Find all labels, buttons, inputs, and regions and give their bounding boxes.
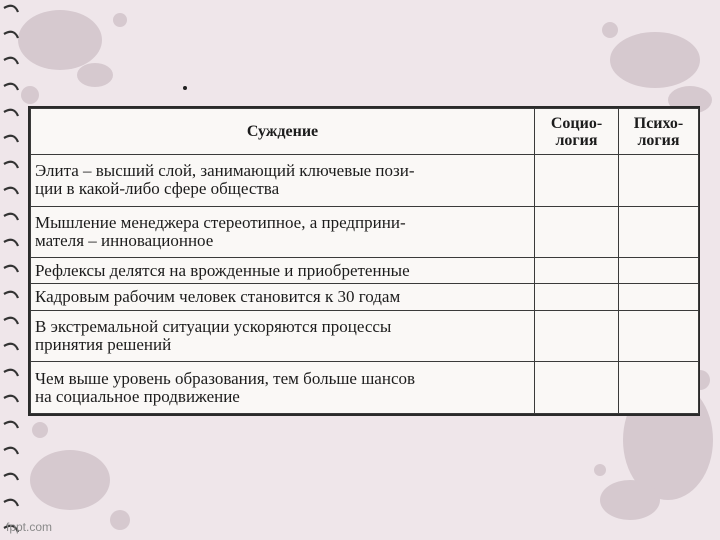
table-row: [31, 310, 699, 362]
statement-line: В экстремальной ситуации ускоряются процессы: [35, 317, 392, 337]
table-row: [31, 155, 699, 207]
psychology-answer-cell[interactable]: [619, 362, 699, 414]
header-psychology-line-2: логия: [637, 131, 680, 149]
statement-line: Элита – высший слой, занимающий ключевые пози-: [35, 161, 415, 181]
sociology-answer-cell[interactable]: [535, 310, 619, 362]
sociology-answer-cell[interactable]: [535, 362, 619, 414]
statement-line: ции в какой-либо сфере общества: [35, 179, 280, 199]
statement-line: Чем выше уровень образования, тем больше шансов: [35, 368, 416, 388]
table-row: [31, 258, 699, 284]
watermark: fppt.com: [6, 520, 53, 534]
sociology-answer-cell[interactable]: [535, 155, 619, 207]
worksheet-table-container: [28, 106, 700, 416]
statement-cell: [31, 284, 535, 310]
statement-cell: [31, 310, 535, 362]
statement-line: мателя – инновационное: [35, 230, 214, 250]
sociology-answer-cell[interactable]: [535, 284, 619, 310]
statement-cell: [31, 155, 535, 207]
spiral-binding-decoration: [0, 0, 22, 540]
stray-dot-mark: [183, 86, 187, 90]
header-statement: [31, 109, 535, 155]
sociology-answer-cell[interactable]: [535, 258, 619, 284]
psychology-answer-cell[interactable]: [619, 310, 699, 362]
psychology-answer-cell[interactable]: [619, 206, 699, 258]
statement-line: Рефлексы делятся на врожденные и приобретенные: [35, 260, 410, 280]
table-row: [31, 362, 699, 414]
statement-cell: [31, 206, 535, 258]
classification-table: [30, 108, 699, 414]
sociology-answer-cell[interactable]: [535, 206, 619, 258]
psychology-answer-cell[interactable]: [619, 284, 699, 310]
table-row: [31, 284, 699, 310]
header-sociology-line-2: логия: [555, 131, 598, 149]
header-sociology: [535, 109, 619, 155]
header-psychology-line-1: Психо-: [633, 114, 684, 132]
header-statement-label: Суждение: [246, 123, 319, 140]
header-psychology: [619, 109, 699, 155]
psychology-answer-cell[interactable]: [619, 155, 699, 207]
statement-line: на социальное продвижение: [35, 386, 240, 406]
statement-cell: [31, 362, 535, 414]
psychology-answer-cell[interactable]: [619, 258, 699, 284]
statement-line: Мышление менеджера стереотипное, а предприни-: [35, 212, 406, 232]
table-row: [31, 206, 699, 258]
statement-line: принятия решений: [35, 335, 172, 355]
statement-cell: [31, 258, 535, 284]
table-header-row: [31, 109, 699, 155]
header-sociology-line-1: Социо-: [550, 114, 603, 132]
statement-line: Кадровым рабочим человек становится к 30 годам: [35, 287, 401, 307]
